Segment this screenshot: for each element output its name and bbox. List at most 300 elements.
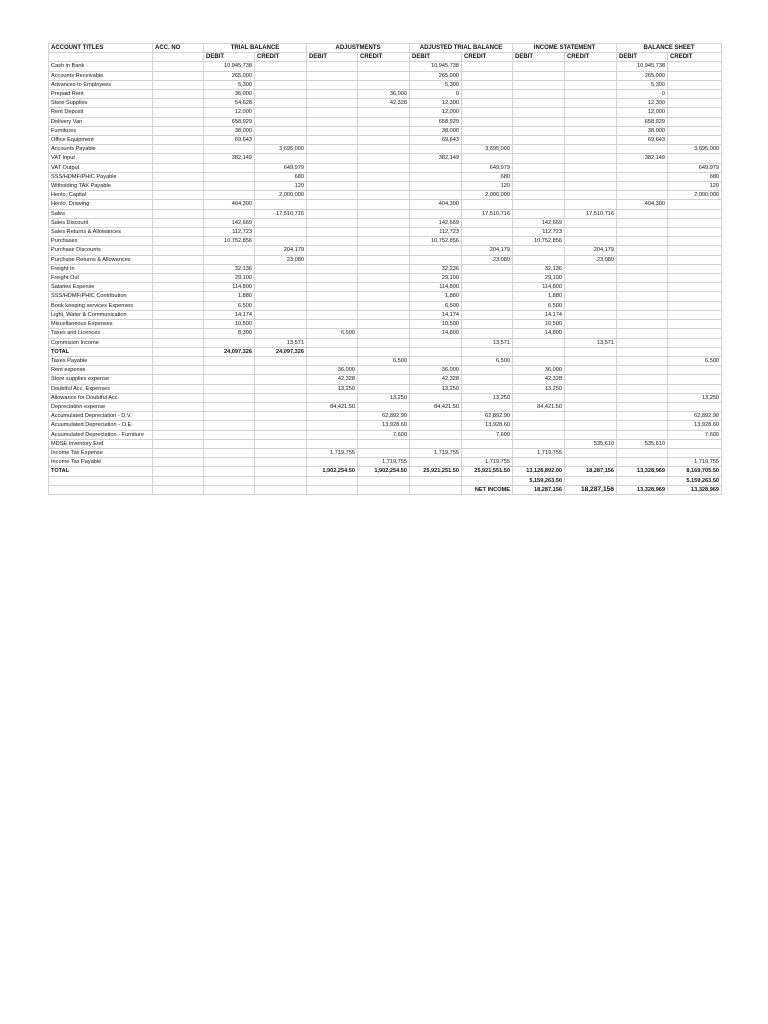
amount-cell: [617, 448, 668, 457]
blank-cell: [307, 485, 358, 494]
table-row: [49, 136, 722, 145]
acc-no-cell: [153, 476, 204, 485]
amount-cell: [204, 421, 255, 430]
amount-cell: [358, 71, 410, 80]
amount-cell: [513, 356, 565, 365]
table-row: [49, 237, 722, 246]
amount-cell: [565, 182, 617, 191]
table-row: [49, 301, 722, 310]
net-income-row: [49, 485, 722, 494]
amount-cell: 32,236: [410, 264, 462, 273]
amount-cell: [358, 320, 410, 329]
amount-cell: 32,136: [204, 264, 255, 273]
account-title: TOTAL: [49, 467, 153, 476]
amount-cell: [617, 237, 668, 246]
amount-cell: [358, 108, 410, 117]
amount-cell: 13,928.60: [358, 421, 410, 430]
adjustments-header: ADJUSTMENTS: [307, 44, 410, 53]
amount-cell: [565, 375, 617, 384]
amount-cell: [358, 347, 410, 356]
amount-cell: 5,300: [617, 80, 668, 89]
amount-cell: [668, 62, 722, 71]
amount-cell: [410, 182, 462, 191]
amount-cell: [617, 218, 668, 227]
amount-cell: [513, 71, 565, 80]
amount-cell: [358, 301, 410, 310]
amount-cell: [668, 375, 722, 384]
acc-no-cell: [153, 320, 204, 329]
amount-cell: 404,300: [410, 200, 462, 209]
amount-cell: [255, 154, 307, 163]
amount-cell: [462, 218, 513, 227]
amount-cell: [307, 356, 358, 365]
table-row: [49, 218, 722, 227]
amount-cell: [462, 274, 513, 283]
amount-cell: [358, 209, 410, 218]
amount-cell: [565, 402, 617, 411]
amount-cell: [410, 338, 462, 347]
amount-cell: 42,328: [307, 375, 358, 384]
net-income-value: 18,287,156: [513, 485, 565, 494]
amount-cell: [462, 448, 513, 457]
amount-cell: 382,149: [410, 154, 462, 163]
credit-header: CREDIT: [668, 53, 722, 62]
amount-cell: [307, 209, 358, 218]
amount-cell: [462, 476, 513, 485]
account-title: Acuumulated Depreciation - O.E.: [49, 421, 153, 430]
table-row: [49, 402, 722, 411]
amount-cell: [358, 310, 410, 319]
amount-cell: [565, 320, 617, 329]
amount-cell: [668, 255, 722, 264]
amount-cell: 25,921,551.50: [462, 467, 513, 476]
acc-no-cell: [153, 136, 204, 145]
amount-cell: [255, 402, 307, 411]
acc-no-cell: [153, 356, 204, 365]
amount-cell: 23,080: [462, 255, 513, 264]
amount-cell: [358, 62, 410, 71]
amount-cell: [513, 393, 565, 402]
amount-cell: [565, 310, 617, 319]
amount-cell: [565, 292, 617, 301]
amount-cell: [617, 246, 668, 255]
amount-cell: [668, 126, 722, 135]
amount-cell: 42,328: [358, 99, 410, 108]
amount-cell: [668, 402, 722, 411]
acc-no-cell: [153, 274, 204, 283]
amount-cell: 6,500: [358, 356, 410, 365]
amount-cell: 265,000: [410, 71, 462, 80]
debit-header: DEBIT: [307, 53, 358, 62]
amount-cell: [204, 366, 255, 375]
amount-cell: [565, 458, 617, 467]
amount-cell: [565, 237, 617, 246]
amount-cell: [668, 237, 722, 246]
account-title: Purchases: [49, 237, 153, 246]
amount-cell: 54,628: [204, 99, 255, 108]
amount-cell: [358, 448, 410, 457]
amount-cell: [255, 356, 307, 365]
amount-cell: [617, 356, 668, 365]
acc-no-cell: [153, 310, 204, 319]
blank-cell: [204, 485, 255, 494]
table-row: [49, 476, 722, 485]
amount-cell: [307, 347, 358, 356]
amount-cell: 10,945,738: [410, 62, 462, 71]
account-title: Accounts Receivable: [49, 71, 153, 80]
amount-cell: [255, 117, 307, 126]
amount-cell: [565, 228, 617, 237]
amount-cell: [255, 458, 307, 467]
acc-no-cell: [153, 301, 204, 310]
acc-no-cell: [153, 182, 204, 191]
table-row: [49, 292, 722, 301]
amount-cell: 2,000,000: [255, 191, 307, 200]
amount-cell: [513, 108, 565, 117]
table-row: [49, 448, 722, 457]
amount-cell: [565, 71, 617, 80]
amount-cell: [462, 283, 513, 292]
amount-cell: [617, 412, 668, 421]
amount-cell: [513, 182, 565, 191]
amount-cell: 14,174: [513, 310, 565, 319]
account-title: Accounts Payable: [49, 145, 153, 154]
table-row: [49, 274, 722, 283]
amount-cell: [255, 90, 307, 99]
table-row: [49, 439, 722, 448]
amount-cell: [410, 347, 462, 356]
amount-cell: 12,000: [617, 108, 668, 117]
amount-cell: [307, 274, 358, 283]
amount-cell: [255, 448, 307, 457]
net-income-value: 18,287,156: [565, 485, 617, 494]
amount-cell: 2,000,000: [462, 191, 513, 200]
amount-cell: 6,500: [307, 329, 358, 338]
amount-cell: [204, 448, 255, 457]
amount-cell: [513, 209, 565, 218]
table-row: [49, 338, 722, 347]
acc-no-cell: [153, 375, 204, 384]
table-row: [49, 264, 722, 273]
amount-cell: [204, 163, 255, 172]
account-title: Commision Income: [49, 338, 153, 347]
amount-cell: 120: [462, 182, 513, 191]
amount-cell: 24,097,326: [255, 347, 307, 356]
amount-cell: [410, 145, 462, 154]
table-row: [49, 71, 722, 80]
acc-no-cell: [153, 338, 204, 347]
amount-cell: 680: [255, 172, 307, 181]
amount-cell: [513, 172, 565, 181]
amount-cell: 12,300: [410, 99, 462, 108]
blank-cell: [153, 485, 204, 494]
amount-cell: [307, 200, 358, 209]
account-title: Furnitures: [49, 126, 153, 135]
amount-cell: 7,600: [668, 430, 722, 439]
amount-cell: [565, 200, 617, 209]
acc-no-cell: [153, 347, 204, 356]
amount-cell: [565, 117, 617, 126]
amount-cell: [255, 421, 307, 430]
amount-cell: 10,500: [513, 320, 565, 329]
amount-cell: [617, 292, 668, 301]
account-title: Cash in Bank: [49, 62, 153, 71]
amount-cell: [513, 338, 565, 347]
amount-cell: 32,136: [513, 264, 565, 273]
amount-cell: 204,179: [565, 246, 617, 255]
amount-cell: [410, 430, 462, 439]
amount-cell: [255, 274, 307, 283]
amount-cell: 62,892.90: [358, 412, 410, 421]
amount-cell: [617, 338, 668, 347]
amount-cell: [565, 283, 617, 292]
table-row: [49, 356, 722, 365]
amount-cell: [513, 80, 565, 89]
amount-cell: [307, 126, 358, 135]
account-title: SSS/HDMF/PHIC Contribution: [49, 292, 153, 301]
amount-cell: [565, 430, 617, 439]
amount-cell: [617, 366, 668, 375]
amount-cell: [462, 264, 513, 273]
amount-cell: [358, 80, 410, 89]
amount-cell: [565, 476, 617, 485]
amount-cell: [668, 320, 722, 329]
amount-cell: 14,800: [513, 329, 565, 338]
amount-cell: [668, 384, 722, 393]
amount-cell: 36,000: [410, 366, 462, 375]
amount-cell: [255, 228, 307, 237]
amount-cell: 38,000: [204, 126, 255, 135]
amount-cell: [204, 255, 255, 264]
amount-cell: [255, 366, 307, 375]
amount-cell: [204, 356, 255, 365]
amount-cell: [410, 191, 462, 200]
amount-cell: 69,643: [410, 136, 462, 145]
amount-cell: [358, 228, 410, 237]
amount-cell: [307, 310, 358, 319]
acc-no-cell: [153, 154, 204, 163]
amount-cell: [307, 320, 358, 329]
amount-cell: [668, 200, 722, 209]
amount-cell: 649,979: [255, 163, 307, 172]
amount-cell: 680: [668, 172, 722, 181]
account-title: Accumulated Depreciation - D.V.: [49, 412, 153, 421]
amount-cell: 5,159,263.50: [668, 476, 722, 485]
amount-cell: [462, 347, 513, 356]
amount-cell: [565, 145, 617, 154]
amount-cell: [307, 145, 358, 154]
amount-cell: 62,892.90: [668, 412, 722, 421]
blank-cell: [410, 485, 462, 494]
amount-cell: 535,610: [617, 439, 668, 448]
account-title: Income Tax Expense: [49, 448, 153, 457]
amount-cell: [462, 320, 513, 329]
amount-cell: 5,300: [410, 80, 462, 89]
amount-cell: [513, 347, 565, 356]
amount-cell: [565, 80, 617, 89]
amount-cell: [565, 412, 617, 421]
amount-cell: [617, 301, 668, 310]
amount-cell: [513, 90, 565, 99]
blank-cell: [49, 53, 153, 62]
amount-cell: [358, 145, 410, 154]
acc-no-cell: [153, 228, 204, 237]
table-row: [49, 154, 722, 163]
amount-cell: [462, 80, 513, 89]
table-row: [49, 200, 722, 209]
amount-cell: [410, 246, 462, 255]
table-row: [49, 126, 722, 135]
amount-cell: [307, 246, 358, 255]
amount-cell: [204, 145, 255, 154]
acc-no-cell: [153, 255, 204, 264]
amount-cell: [668, 80, 722, 89]
acc-no-cell: [153, 246, 204, 255]
amount-cell: [307, 255, 358, 264]
table-row: [49, 320, 722, 329]
amount-cell: 23,080: [255, 255, 307, 264]
amount-cell: [204, 191, 255, 200]
amount-cell: 142,669: [513, 218, 565, 227]
balance-sheet-header: BALANCE SHEET: [617, 44, 722, 53]
amount-cell: [617, 329, 668, 338]
amount-cell: 13,571: [565, 338, 617, 347]
account-title: Prepaid Rent: [49, 90, 153, 99]
acc-no-cell: [153, 430, 204, 439]
amount-cell: [513, 126, 565, 135]
amount-cell: 13,250: [462, 393, 513, 402]
acc-no-cell: [153, 283, 204, 292]
acc-no-cell: [153, 264, 204, 273]
amount-cell: [513, 117, 565, 126]
amount-cell: 1,719,755: [462, 458, 513, 467]
amount-cell: [617, 393, 668, 402]
acc-no-cell: [153, 145, 204, 154]
amount-cell: [513, 246, 565, 255]
amount-cell: [307, 264, 358, 273]
amount-cell: [462, 329, 513, 338]
account-title: Miscellaneous Expenses: [49, 320, 153, 329]
amount-cell: [565, 421, 617, 430]
amount-cell: [462, 90, 513, 99]
amount-cell: 84,421.50: [513, 402, 565, 411]
amount-cell: [462, 366, 513, 375]
amount-cell: [462, 62, 513, 71]
amount-cell: [358, 172, 410, 181]
amount-cell: [668, 338, 722, 347]
amount-cell: 10,752,856: [204, 237, 255, 246]
amount-cell: [462, 402, 513, 411]
credit-header: CREDIT: [462, 53, 513, 62]
amount-cell: [513, 145, 565, 154]
acc-no-cell: [153, 90, 204, 99]
amount-cell: [513, 255, 565, 264]
amount-cell: 1,719,755: [513, 448, 565, 457]
amount-cell: [358, 375, 410, 384]
amount-cell: [565, 90, 617, 99]
amount-cell: [307, 218, 358, 227]
account-title: Store Supplies: [49, 99, 153, 108]
table-row: [49, 228, 722, 237]
amount-cell: [358, 126, 410, 135]
amount-cell: [255, 384, 307, 393]
amount-cell: [617, 476, 668, 485]
trial-balance-header: TRIAL BALANCE: [204, 44, 307, 53]
account-title: TOTAL: [49, 347, 153, 356]
amount-cell: 13,571: [255, 338, 307, 347]
account-title: VAT Output: [49, 163, 153, 172]
account-title: Office Equipment: [49, 136, 153, 145]
account-title: Witholding TAX Payable: [49, 182, 153, 191]
acc-no-cell: [153, 412, 204, 421]
amount-cell: [255, 80, 307, 89]
table-row: [49, 182, 722, 191]
group-header-row: [49, 44, 722, 53]
account-title: Light, Water & Communication: [49, 310, 153, 319]
amount-cell: [307, 301, 358, 310]
worksheet: [48, 43, 721, 495]
amount-cell: [307, 430, 358, 439]
amount-cell: 658,929: [204, 117, 255, 126]
amount-cell: [462, 71, 513, 80]
amount-cell: 12,000: [204, 108, 255, 117]
amount-cell: [462, 375, 513, 384]
amount-cell: [668, 439, 722, 448]
amount-cell: [204, 467, 255, 476]
amount-cell: [462, 310, 513, 319]
amount-cell: [565, 191, 617, 200]
amount-cell: [513, 163, 565, 172]
amount-cell: [565, 393, 617, 402]
amount-cell: [410, 255, 462, 264]
amount-cell: [565, 62, 617, 71]
amount-cell: 36,000: [513, 366, 565, 375]
table-row: [49, 283, 722, 292]
account-title: Delivery Van: [49, 117, 153, 126]
amount-cell: 23,080: [565, 255, 617, 264]
table-row: [49, 384, 722, 393]
account-title: Doubtful Acc. Expenses: [49, 384, 153, 393]
table-row: [49, 255, 722, 264]
amount-cell: 6,500: [668, 356, 722, 365]
amount-cell: 382,149: [617, 154, 668, 163]
amount-cell: [513, 430, 565, 439]
amount-cell: [307, 182, 358, 191]
amount-cell: [565, 136, 617, 145]
amount-cell: [410, 163, 462, 172]
acc-no-cell: [153, 292, 204, 301]
amount-cell: [668, 154, 722, 163]
amount-cell: [204, 182, 255, 191]
table-row: [49, 117, 722, 126]
blank-cell: [49, 485, 153, 494]
amount-cell: 535,610: [565, 439, 617, 448]
amount-cell: [513, 99, 565, 108]
account-title: VAT Input: [49, 154, 153, 163]
table-row: [49, 90, 722, 99]
credit-header: CREDIT: [255, 53, 307, 62]
amount-cell: [307, 412, 358, 421]
amount-cell: [307, 108, 358, 117]
worksheet-table: [48, 43, 722, 495]
amount-cell: [617, 430, 668, 439]
amount-cell: [565, 301, 617, 310]
amount-cell: 649,979: [462, 163, 513, 172]
acc-no-cell: [153, 71, 204, 80]
amount-cell: [255, 467, 307, 476]
amount-cell: [358, 329, 410, 338]
net-income-label: NET INCOME: [462, 485, 513, 494]
